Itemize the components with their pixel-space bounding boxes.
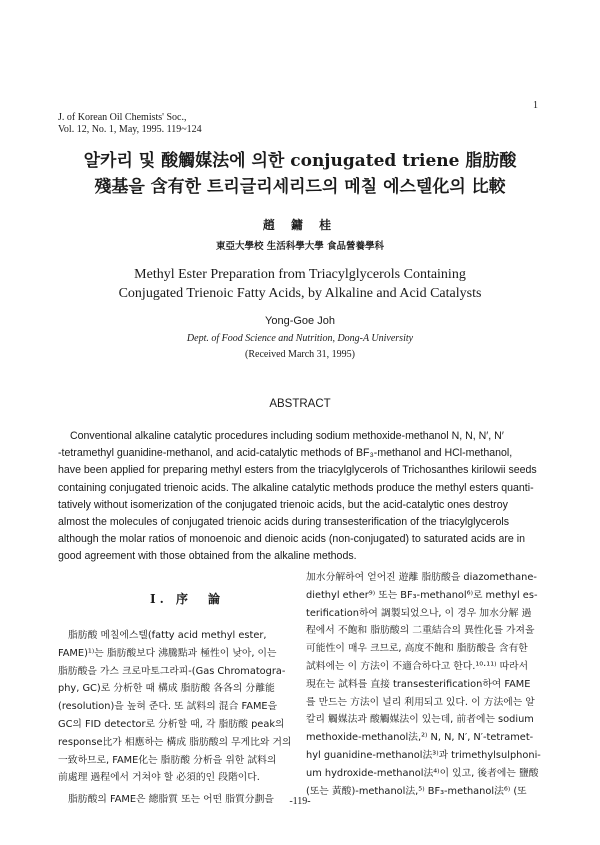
abstract-line: almost the molecules of conjugated trienoic acids during transesterification of the triacylglycerols [58,516,510,529]
left-column-line: FAME)¹⁾는 脂肪酸보다 沸騰點과 極性이 낮아, 이는 [58,647,277,659]
abstract-line: have been applied for preparing methyl esters from the triacylglycerols of Trichosanthes kirilowii seeds [58,464,537,477]
korean-affiliation: 東亞大學校 生活科學大學 食品營養學科 [215,241,385,252]
page-number: 1 [533,100,538,111]
abstract-line: good agreement with those obtained from the alkaline methods. [58,550,357,563]
right-column-line: hyl guanidine-methanol法³⁾과 trimethylsulphoni- [306,749,541,761]
left-column-line: 一致하므로, FAME化는 脂肪酸 分析을 위한 試料의 [58,754,277,766]
right-column-line: methoxide-methanol法,²⁾ N, N, N′, N′-tetramet- [306,732,534,744]
english-author: Yong-Goe Joh [265,315,335,327]
left-column-line: 脂肪酸 메칠에스텔(fatty acid methyl ester, [68,630,267,641]
right-column-line: 可能性이 매우 크므로, 高度不飽和 脂肪酸을 含有한 [306,643,528,655]
left-column-line: GC의 FID detector로 分析할 때, 각 脂肪酸 peak의 [58,718,285,730]
right-column-line: terification하여 調製되었으나, 이 경우 加水分解 過 [306,607,532,619]
abstract-line: -tetramethyl guanidine-methanol, and acid-catalytic methods of BF₃-methanol and HCl-methanol, [58,447,513,460]
right-column-line: 試料에는 이 方法이 不適合하다고 한다.¹⁰·¹¹⁾ 따라서 [306,660,529,672]
right-column-line: 程에서 不飽和 脂肪酸의 二重結合의 異性化를 가져올 [306,625,535,637]
right-column-text [306,569,544,800]
left-column-line: 脂肪酸을 가스 크로마토그라피-(Gas Chromatogra- [58,665,286,677]
abstract-line: tatively without isomerization of the conjugated trienoic acids, but the acid-catalytic ones destroy [58,498,508,511]
korean-author: 趙 鏞 桂 [262,218,338,232]
left-column-line: phy, GC)로 分析한 때 構成 脂肪酸 各各의 分離能 [58,683,275,695]
left-column-line: 脂肪酸의 FAME은 總脂質 또는 어떤 脂質分劃을 [68,794,274,806]
left-column-line: response比가 相應하는 構成 脂肪酸의 무게比와 거의 [58,736,292,748]
journal-name: J. of Korean Oil Chemists' Soc., [58,112,187,123]
left-column-line: 前處理 過程에서 거쳐야 할 必須的인 段階이다. [58,772,260,784]
abstract-line: although the molar ratios of monoenoic and dienoic acids (non-conjugated) to saturated acids are in [58,533,525,546]
right-column-line: diethyl ether⁹⁾ 또는 BF₃-methanol⁶⁾로 methyl es- [306,589,538,601]
department: Dept. of Food Science and Nutrition, Dong-A University [186,333,414,344]
right-column-line: (또는 黃酸)-methanol法,⁵⁾ BF₃-methanol法⁶⁾ (또 [306,785,527,797]
korean-title-line-2: 殘基을 含有한 트리글리세리드의 메칠 에스텔化의 比較 [94,177,506,197]
received-date: (Received March 31, 1995) [245,349,355,360]
journal-volume: Vol. 12, No. 1, May, 1995. 119~124 [58,124,202,135]
journal-citation [58,112,202,136]
english-title-line-1: Methyl Ester Preparation from Triacylglycerols Containing [134,267,466,282]
right-column-line: 現在는 試料를 直接 transesterification하여 FAME [306,678,531,690]
abstract-line: Conventional alkaline catalytic procedures including sodium methoxide-methanol N, N, N′, N′ [70,430,504,442]
right-column-line: um hydroxide-methanol法⁴⁾이 있고, 後者에는 鹽酸 [306,767,539,779]
section-heading-introduction: Ⅰ. 序 論 [150,592,224,606]
korean-title-line-1: 알카리 및 酸觸媒法에 의한 conjugated triene 脂肪酸 [83,151,517,171]
left-column-text [58,627,293,809]
abstract-body [58,428,542,566]
abstract-heading: ABSTRACT [269,398,331,410]
right-column-line: 를 만드는 方法이 널리 利用되고 있다. 이 方法에는 알 [306,696,535,708]
abstract-line: containing conjugated trienoic acids. The alkaline catalytic methods produce the methyl esters quanti- [58,481,534,494]
right-column-line: 加水分解하여 얻어진 遊離 脂肪酸을 diazomethane- [306,572,537,583]
page-footer: -119- [289,796,311,807]
right-column-line: 칼리 觸媒法과 酸觸媒法이 있는데, 前者에는 sodium [306,714,534,726]
english-title-line-2: Conjugated Trienoic Fatty Acids, by Alkaline and Acid Catalysts [118,286,482,301]
left-column-line: (resolution)을 높혀 준다. 또 試料의 混合 FAME을 [58,701,278,713]
